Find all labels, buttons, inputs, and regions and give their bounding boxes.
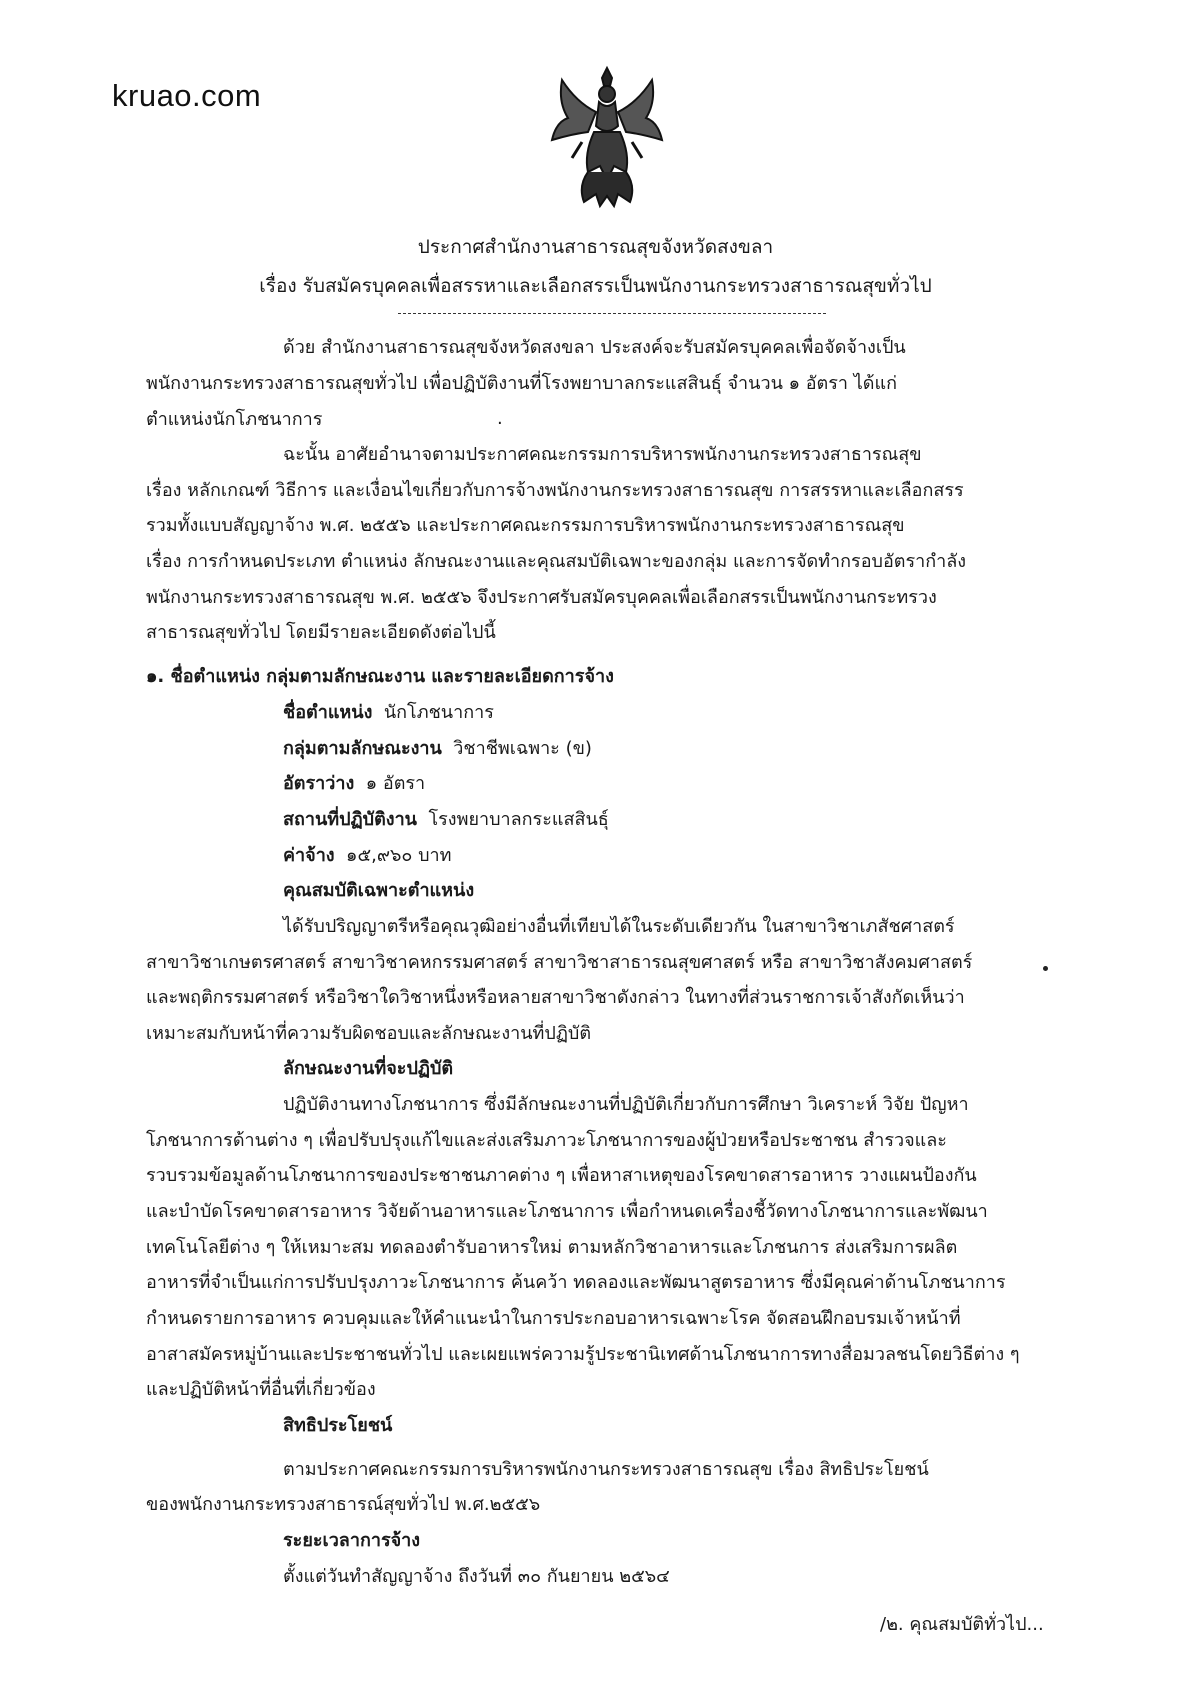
duties-line: กำหนดรายการอาหาร ควบคุมและให้คำแนะนำในการประกอบอาหารเฉพาะโรค จัดสอนฝึกอบรมเจ้าหน้าที่ <box>146 1308 961 1329</box>
benefits-line: ตามประกาศคณะกรรมการบริหารพนักงานกระทรวงสาธารณสุข เรื่อง สิทธิประโยชน์ <box>283 1459 929 1480</box>
detail-row <box>283 773 425 795</box>
watermark-text: kruao.com <box>112 78 262 113</box>
detail-label: อัตราว่าง <box>283 773 355 794</box>
detail-value: ๑๕,๙๖๐ บาท <box>346 845 452 866</box>
qualification-line: ได้รับปริญญาตรีหรือคุณวุฒิอย่างอื่นที่เทียบได้ในระดับเดียวกัน ในสาขาวิชาเภสัชศาสตร์ <box>283 916 955 937</box>
authority-line: พนักงานกระทรวงสาธารณสุข พ.ศ. ๒๕๕๖ จึงประกาศรับสมัครบุคคลเพื่อเลือกสรรเป็นพนักงานกระทรวง <box>146 587 937 608</box>
detail-row <box>283 738 592 760</box>
intro-line: พนักงานกระทรวงสาธารณสุขทั่วไป เพื่อปฏิบัติงานที่โรงพยาบาลกระแสสินธุ์ จำนวน ๑ อัตรา ได้แก่ <box>146 373 897 394</box>
benefits-title: สิทธิประโยชน์ <box>283 1415 393 1436</box>
duties-line: รวบรวมข้อมูลด้านโภชนาการของประชาชนภาคต่าง ๆ เพื่อหาสาเหตุของโรคขาดสารอาหาร วางแผนป้องกัน <box>146 1165 977 1186</box>
announcement-subject: เรื่อง รับสมัครบุคคลเพื่อสรรหาและเลือกสรรเป็นพนักงานกระทรวงสาธารณสุขทั่วไป <box>259 275 932 297</box>
detail-value: ๑ อัตรา <box>365 773 426 794</box>
section-1-title: ๑. ชื่อตำแหน่ง กลุ่มตามลักษณะงาน และรายละเอียดการจ้าง <box>146 666 614 687</box>
duties-title: ลักษณะงานที่จะปฏิบัติ <box>283 1058 454 1079</box>
duties-line: อาหารที่จำเป็นแก่การปรับปรุงภาวะโภชนาการ ค้นคว้า ทดลองและพัฒนาสูตรอาหาร ซึ่งมีคุณค่าด้านโภชนาการ <box>146 1272 1006 1293</box>
page-continuation: /๒. คุณสมบัติทั่วไป... <box>880 1614 1044 1635</box>
term-title: ระยะเวลาการจ้าง <box>283 1530 421 1551</box>
detail-label: กลุ่มตามลักษณะงาน <box>283 738 442 759</box>
intro-line: ตำแหน่งนักโภชนาการ <box>146 409 323 430</box>
garuda-emblem-icon <box>548 62 666 212</box>
duties-line: โภชนาการด้านต่าง ๆ เพื่อปรับปรุงแก้ไขและส่งเสริมภาวะโภชนาการของผู้ป่วยหรือประชาชน สำรวจและ <box>146 1130 947 1151</box>
authority-line: เรื่อง การกำหนดประเภท ตำแหน่ง ลักษณะงานและคุณสมบัติเฉพาะของกลุ่ม และการจัดทำกรอบอัตรากำลัง <box>146 551 967 572</box>
detail-row <box>283 845 452 867</box>
duties-line: เทคโนโลยีต่าง ๆ ให้เหมาะสม ทดลองตำรับอาหารใหม่ ตามหลักวิชาอาหารและโภชนการ ส่งเสริมการผลิต <box>146 1237 958 1258</box>
authority-line: รวมทั้งแบบสัญญาจ้าง พ.ศ. ๒๕๕๖ และประกาศคณะกรรมการบริหารพนักงานกระทรวงสาธารณสุข <box>146 515 905 536</box>
authority-line: เรื่อง หลักเกณฑ์ วิธีการ และเงื่อนไขเกี่ยวกับการจ้างพนักงานกระทรวงสาธารณสุข การสรรหาและเลือกสรร <box>146 480 964 501</box>
detail-value: นักโภชนาการ <box>383 702 494 723</box>
duties-line: และบำบัดโรคขาดสารอาหาร วิจัยด้านอาหารและโภชนาการ เพื่อกำหนดเครื่องชี้วัดทางโภชนาการและพัฒนา <box>146 1201 988 1222</box>
authority-line: สาธารณสุขทั่วไป โดยมีรายละเอียดดังต่อไปนี้ <box>146 622 496 643</box>
intro-line: ด้วย สำนักงานสาธารณสุขจังหวัดสงขลา ประสงค์จะรับสมัครบุคคลเพื่อจัดจ้างเป็น <box>283 337 906 358</box>
benefits-line: ของพนักงานกระทรวงสาธารณ์สุขทั่วไป พ.ศ.๒๕๕๖ <box>146 1494 541 1515</box>
qualification-title: คุณสมบัติเฉพาะตำแหน่ง <box>283 880 475 901</box>
detail-label: ค่าจ้าง <box>283 845 335 866</box>
detail-label: ชื่อตำแหน่ง <box>283 702 373 723</box>
header-divider <box>398 313 826 314</box>
stray-mark: · <box>497 413 503 434</box>
qualification-line: และพฤติกรรมศาสตร์ หรือวิชาใดวิชาหนึ่งหรือหลายสาขาวิชาดังกล่าว ในทางที่ส่วนราชการเจ้าสังกัดเห็นว่า <box>146 987 965 1008</box>
qualification-line: เหมาะสมกับหน้าที่ความรับผิดชอบและลักษณะงานที่ปฏิบัติ <box>146 1023 592 1044</box>
detail-label: สถานที่ปฏิบัติงาน <box>283 809 417 830</box>
authority-line: ฉะนั้น อาศัยอำนาจตามประกาศคณะกรรมการบริหารพนักงานกระทรวงสาธารณสุข <box>283 444 922 465</box>
detail-value: โรงพยาบาลกระแสสินธุ์ <box>428 809 609 830</box>
stray-dot <box>1043 966 1048 971</box>
detail-row <box>283 702 494 724</box>
term-line: ตั้งแต่วันทำสัญญาจ้าง ถึงวันที่ ๓๐ กันยายน ๒๕๖๔ <box>283 1566 670 1587</box>
detail-row <box>283 809 609 831</box>
detail-value: วิชาชีพเฉพาะ (ข) <box>453 738 592 759</box>
duties-line: และปฏิบัติหน้าที่อื่นที่เกี่ยวข้อง <box>146 1379 376 1400</box>
qualification-line: สาขาวิชาเกษตรศาสตร์ สาขาวิชาคหกรรมศาสตร์ สาขาวิชาสาธารณสุขศาสตร์ หรือ สาขาวิชาสังคมศาสตร์ <box>146 952 973 973</box>
duties-line: ปฏิบัติงานทางโภชนาการ ซึ่งมีลักษณะงานที่ปฏิบัติเกี่ยวกับการศึกษา วิเคราะห์ วิจัย ปัญหา <box>283 1094 969 1115</box>
duties-line: อาสาสมัครหมู่บ้านและประชาชนทั่วไป และเผยแพร่ความรู้ประชานิเทศด้านโภชนาการทางสื่อมวลชนโดยวิธีต่าง ๆ <box>146 1344 1020 1365</box>
announcement-issuer: ประกาศสำนักงานสาธารณสุขจังหวัดสงขลา <box>417 236 774 258</box>
